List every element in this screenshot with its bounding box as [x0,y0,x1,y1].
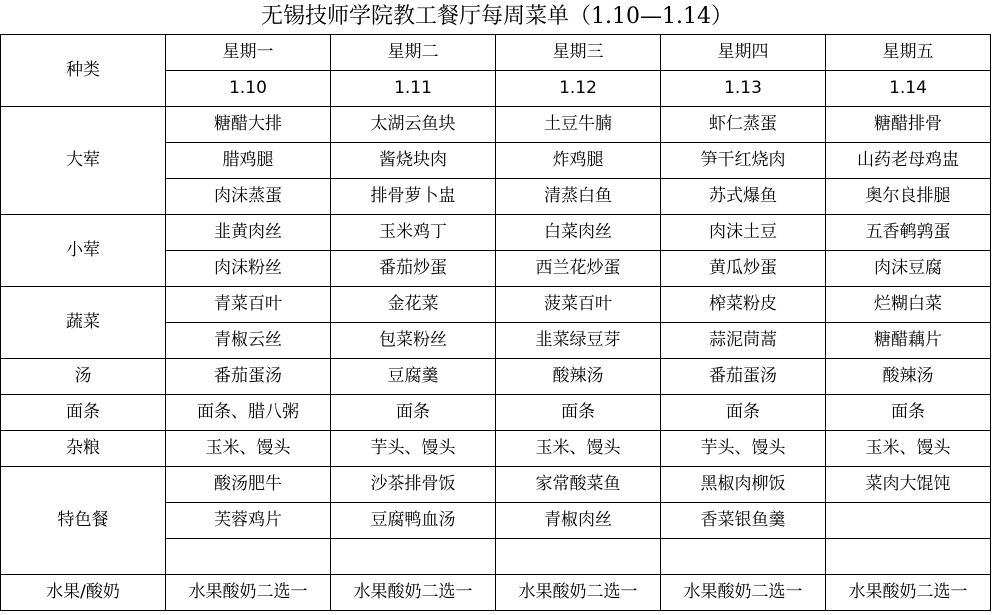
page-title: 无锡技师学院教工餐厅每周菜单（1.10—1.14） [261,4,733,29]
dish-cell: 榨菜粉皮 [661,287,826,323]
dish-cell: 虾仁蒸蛋 [661,107,826,143]
dish-cell: 香菜银鱼羹 [661,503,826,539]
category-label: 面条 [1,395,166,431]
dish-cell: 太湖云鱼块 [331,107,496,143]
day-date: 1.13 [661,71,826,107]
dish-cell: 芙蓉鸡片 [166,503,331,539]
category-label: 大荤 [1,107,166,215]
dish-cell [826,503,991,539]
dish-cell: 面条、腊八粥 [166,395,331,431]
dish-cell: 山药老母鸡盅 [826,143,991,179]
day-date: 1.10 [166,71,331,107]
dish-cell: 番茄蛋汤 [166,359,331,395]
dish-cell: 烂糊白菜 [826,287,991,323]
dish-cell: 玉米、馒头 [826,431,991,467]
dish-cell: 番茄炒蛋 [331,251,496,287]
dish-cell: 五香鹌鹑蛋 [826,215,991,251]
day-name: 星期一 [166,35,331,71]
category-label: 特色餐 [1,467,166,575]
dish-cell: 白菜肉丝 [496,215,661,251]
dish-cell: 青椒肉丝 [496,503,661,539]
dish-cell: 菠菜百叶 [496,287,661,323]
dish-cell: 酸辣汤 [826,359,991,395]
dish-cell: 土豆牛腩 [496,107,661,143]
category-label: 汤 [1,359,166,395]
dish-cell [496,539,661,575]
dish-cell: 水果酸奶二选一 [166,575,331,611]
dish-cell: 豆腐羹 [331,359,496,395]
dish-cell: 糖醋排骨 [826,107,991,143]
dish-cell: 青椒云丝 [166,323,331,359]
dish-cell: 面条 [661,395,826,431]
day-date: 1.11 [331,71,496,107]
category-label: 蔬菜 [1,287,166,359]
dish-cell: 番茄蛋汤 [661,359,826,395]
dish-cell: 排骨萝卜盅 [331,179,496,215]
dish-cell: 水果酸奶二选一 [331,575,496,611]
menu-row [1,359,991,395]
dish-cell: 沙茶排骨饭 [331,467,496,503]
dish-cell: 酱烧块肉 [331,143,496,179]
dish-cell: 面条 [331,395,496,431]
dish-cell: 菜肉大馄饨 [826,467,991,503]
dish-cell [331,539,496,575]
dish-cell: 肉沫蒸蛋 [166,179,331,215]
day-name: 星期三 [496,35,661,71]
menu-row [1,431,991,467]
day-date: 1.14 [826,71,991,107]
dish-cell: 清蒸白鱼 [496,179,661,215]
dish-cell: 肉沫土豆 [661,215,826,251]
dish-cell: 奥尔良排腿 [826,179,991,215]
day-name: 星期二 [331,35,496,71]
dish-cell: 酸辣汤 [496,359,661,395]
dish-cell: 金花菜 [331,287,496,323]
dish-cell: 肉沫粉丝 [166,251,331,287]
menu-row [1,107,991,143]
dish-cell: 水果酸奶二选一 [826,575,991,611]
dish-cell: 包菜粉丝 [331,323,496,359]
category-label: 杂粮 [1,431,166,467]
menu-row [1,467,991,503]
dish-cell: 水果酸奶二选一 [661,575,826,611]
menu-row [1,575,991,611]
dish-cell: 肉沫豆腐 [826,251,991,287]
dish-cell: 豆腐鸭血汤 [331,503,496,539]
menu-row [1,287,991,323]
dish-cell: 青菜百叶 [166,287,331,323]
dish-cell: 西兰花炒蛋 [496,251,661,287]
dish-cell: 玉米、馒头 [496,431,661,467]
category-label: 水果/酸奶 [1,575,166,611]
dish-cell: 玉米鸡丁 [331,215,496,251]
dish-cell: 糖醋大排 [166,107,331,143]
dish-cell: 面条 [826,395,991,431]
dish-cell: 酸汤肥牛 [166,467,331,503]
dish-cell [166,539,331,575]
dish-cell: 面条 [496,395,661,431]
menu-table [0,34,991,611]
menu-row [1,395,991,431]
dish-cell: 家常酸菜鱼 [496,467,661,503]
dish-cell: 玉米、馒头 [166,431,331,467]
dish-cell: 蒜泥茼蒿 [661,323,826,359]
dish-cell [826,539,991,575]
dish-cell: 苏式爆鱼 [661,179,826,215]
dish-cell: 糖醋藕片 [826,323,991,359]
dish-cell [661,539,826,575]
dish-cell: 韭黄肉丝 [166,215,331,251]
dish-cell: 腊鸡腿 [166,143,331,179]
day-name: 星期四 [661,35,826,71]
dish-cell: 水果酸奶二选一 [496,575,661,611]
dish-cell: 芋头、馒头 [661,431,826,467]
dish-cell: 炸鸡腿 [496,143,661,179]
dish-cell: 笋干红烧肉 [661,143,826,179]
dish-cell: 芋头、馒头 [331,431,496,467]
day-name: 星期五 [826,35,991,71]
category-label: 小荤 [1,215,166,287]
header-row-days [1,35,991,71]
category-header: 种类 [1,35,166,107]
dish-cell: 韭菜绿豆芽 [496,323,661,359]
menu-row [1,215,991,251]
day-date: 1.12 [496,71,661,107]
dish-cell: 黑椒肉柳饭 [661,467,826,503]
menu-body [1,35,991,611]
dish-cell: 黄瓜炒蛋 [661,251,826,287]
